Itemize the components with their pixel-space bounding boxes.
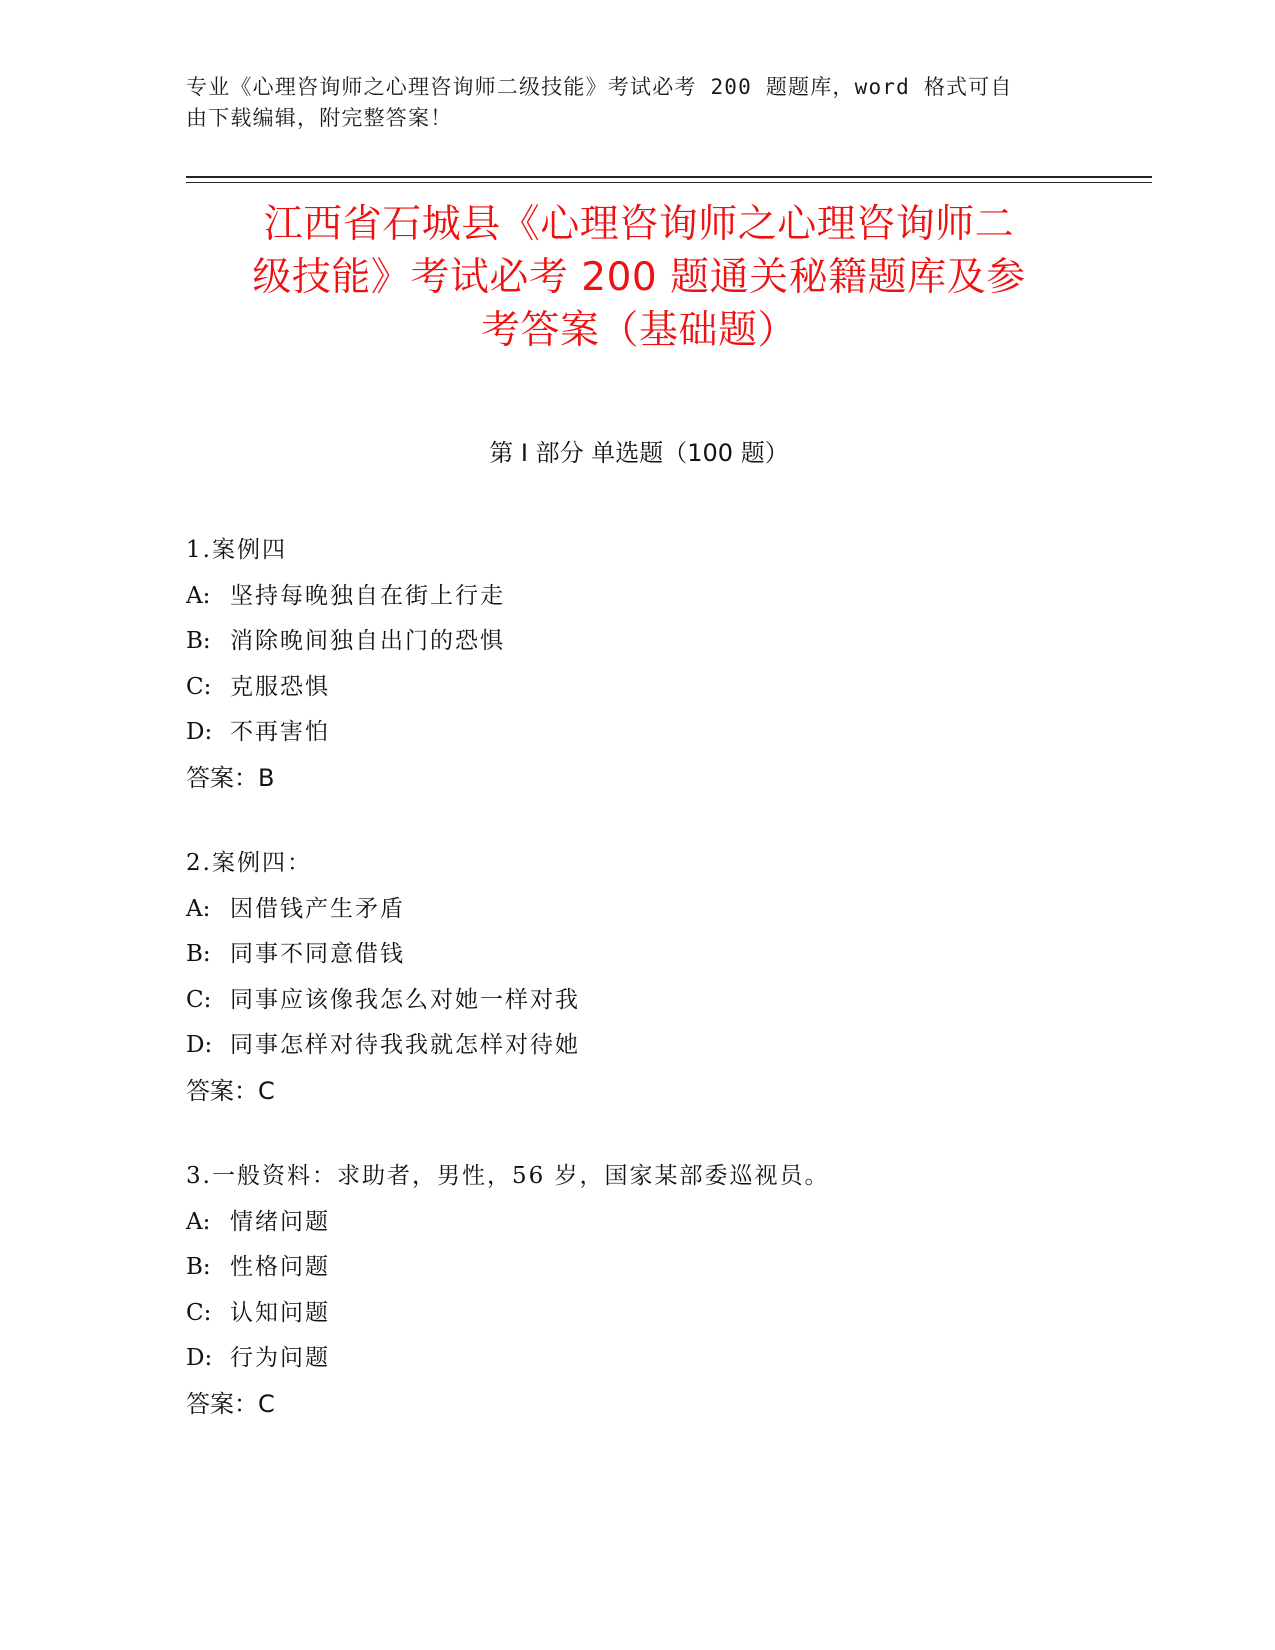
option-d: [186, 710, 1126, 756]
option-key: C:: [186, 1299, 212, 1326]
title-line-1: 江西省石城县《心理咨询师之心理咨询师二: [263, 202, 1015, 247]
option-a: [186, 1200, 1126, 1246]
question-1: [186, 528, 1126, 801]
option-key: B:: [186, 1254, 211, 1280]
question-stem: 1.案例四: [186, 537, 287, 563]
option-text: 同事不同意借钱: [230, 941, 405, 967]
option-text: 不再害怕: [230, 719, 330, 745]
option-text: 因借钱产生矛盾: [230, 895, 405, 922]
option-b: [186, 619, 1126, 665]
answer-line: 答案：C: [186, 1076, 275, 1105]
option-text: 行为问题: [230, 1345, 330, 1371]
document-title: [186, 198, 1092, 357]
option-a: [186, 887, 1126, 933]
question-stem: 3.一般资料：求助者，男性，56 岁，国家某部委巡视员。: [186, 1163, 830, 1189]
option-text: 同事怎样对待我我就怎样对待她: [230, 1032, 580, 1058]
answer-line: 答案：B: [186, 763, 275, 792]
option-text: 情绪问题: [230, 1208, 330, 1235]
question-2: [186, 841, 1126, 1114]
answer-line: 答案：C: [186, 1389, 275, 1418]
header-divider-thin: [186, 182, 1152, 183]
option-text: 坚持每晚独自在街上行走: [230, 582, 505, 609]
option-c: [186, 1291, 1126, 1337]
header-divider-thick: [186, 176, 1152, 178]
option-key: D:: [186, 1032, 213, 1058]
question-list: [186, 528, 1126, 1467]
option-c: [186, 665, 1126, 711]
option-key: D:: [186, 719, 213, 745]
option-b: [186, 932, 1126, 978]
question-3: [186, 1154, 1126, 1427]
intro-line-2: 由下载编辑，附完整答案！: [186, 106, 453, 130]
option-key: A:: [186, 1208, 211, 1235]
title-line-3: 考答案（基础题）: [480, 308, 797, 353]
option-text: 认知问题: [230, 1299, 330, 1326]
option-b: [186, 1245, 1126, 1291]
option-c: [186, 978, 1126, 1024]
intro-line-1: 专业《心理咨询师之心理咨询师二级技能》考试必考 200 题题库，word 格式可自: [186, 75, 1013, 99]
option-d: [186, 1023, 1126, 1069]
option-text: 性格问题: [230, 1254, 330, 1280]
option-key: C:: [186, 673, 212, 700]
question-stem: 2.案例四：: [186, 850, 312, 876]
option-text: 同事应该像我怎么对她一样对我: [230, 986, 580, 1013]
document-intro: [186, 72, 1066, 134]
title-line-2: 级技能》考试必考 200 题通关秘籍题库及参: [252, 255, 1026, 300]
option-key: D:: [186, 1345, 213, 1371]
option-text: 消除晚间独自出门的恐惧: [230, 628, 505, 654]
option-key: A:: [186, 582, 211, 609]
option-key: B:: [186, 941, 211, 967]
option-a: [186, 574, 1126, 620]
option-d: [186, 1336, 1126, 1382]
option-text: 克服恐惧: [230, 673, 330, 700]
option-key: B:: [186, 628, 211, 654]
section-heading: 第 I 部分 单选题（100 题）: [489, 439, 789, 467]
option-key: A:: [186, 895, 211, 922]
option-key: C:: [186, 986, 212, 1013]
